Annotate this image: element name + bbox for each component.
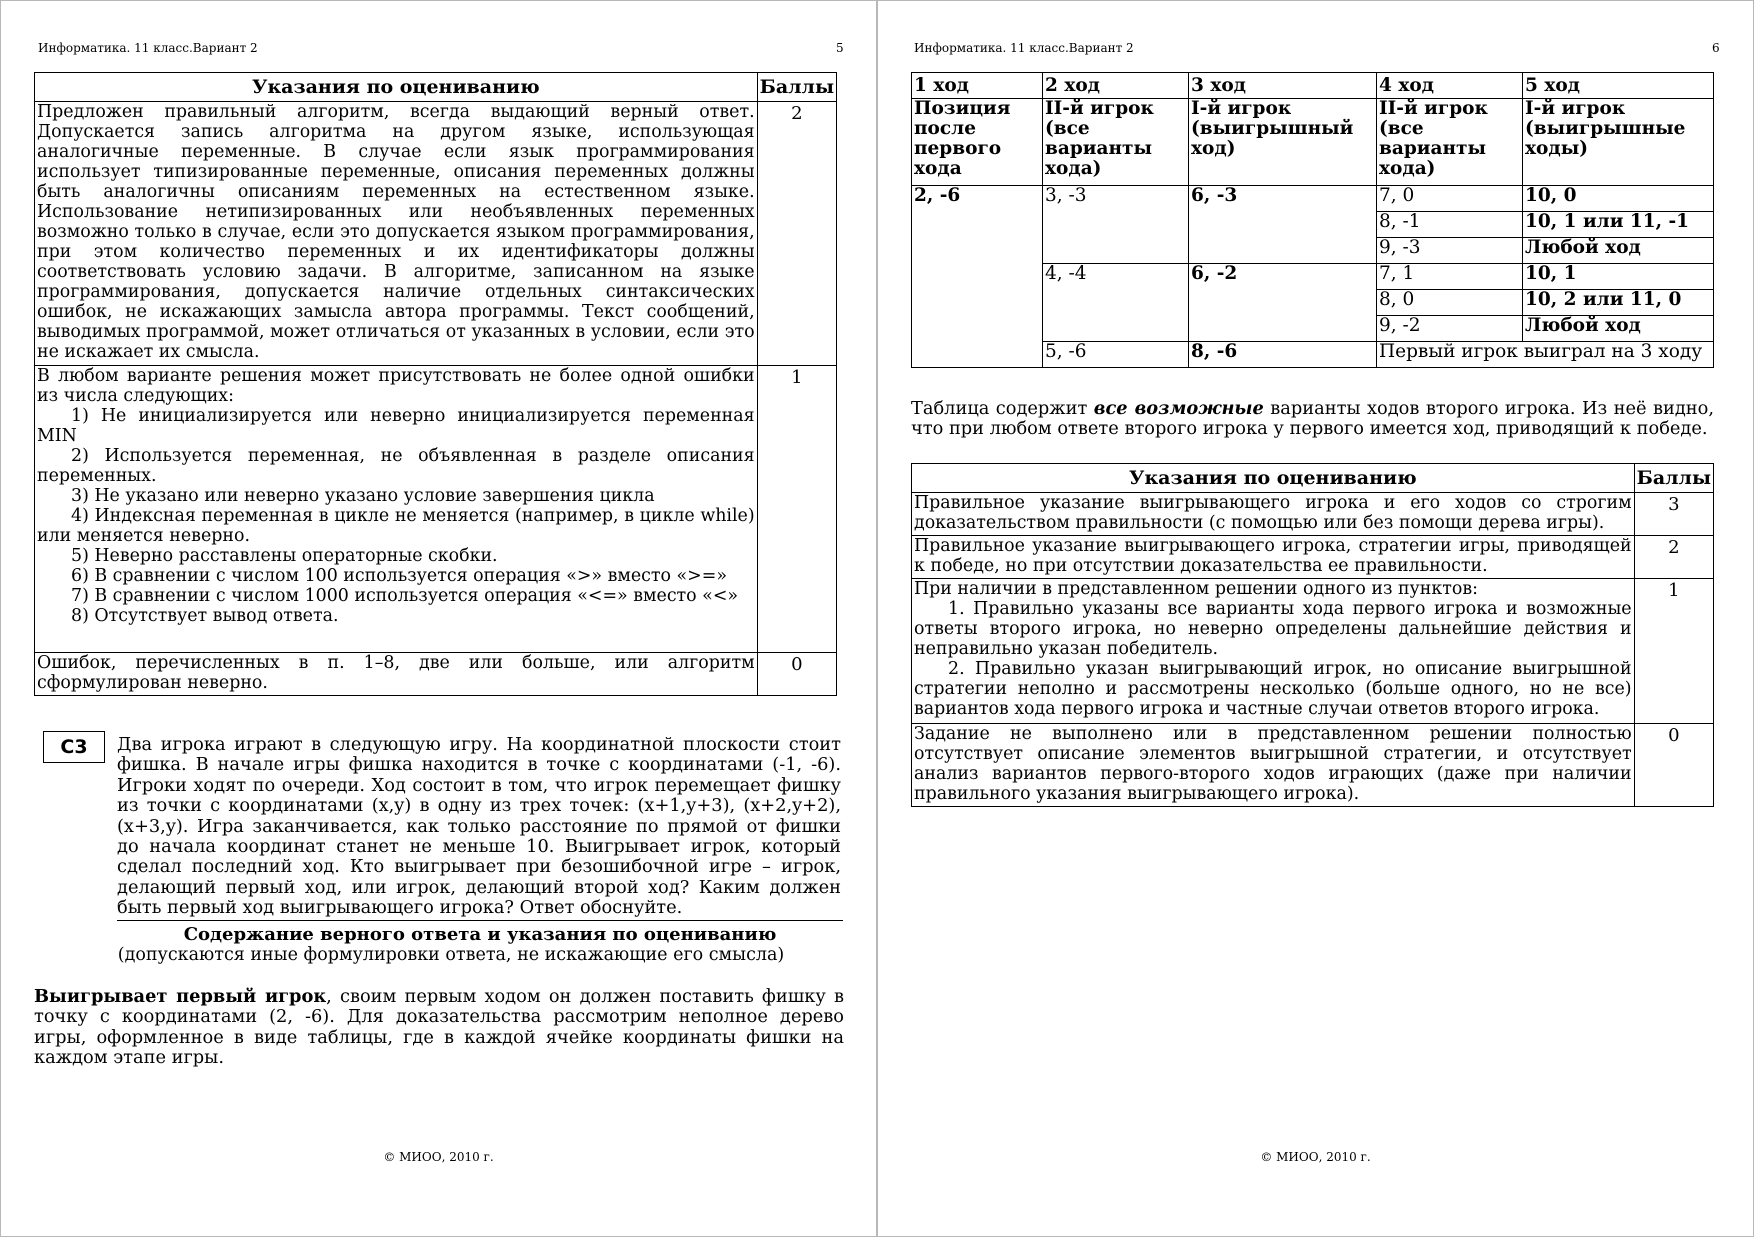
col-header: 1 ход [912,73,1043,99]
fourth-move-cell: 7, 0 [1377,186,1523,212]
second-move-cell: 4, -4 [1043,264,1189,342]
answer-title: Содержание верного ответа и указания по оцениванию [183,924,777,945]
page-number: 6 [1712,41,1720,55]
grading-table [911,463,1714,807]
table-row [35,366,837,653]
col-subheader: II-й игрок (все варианты хода) [1377,99,1523,186]
points-cell: 2 [757,102,836,366]
col-subheader: Позиция после первого хода [912,99,1043,186]
task-label: C3 [43,731,105,763]
error-item: 2) Используется переменная, не объявленная в разделе описания переменных. [37,446,755,486]
error-item: 1) Не инициализируется или неверно инициализируется переменная MIN [37,406,755,446]
fifth-move-cell: 10, 1 [1523,264,1714,290]
fourth-move-cell: 9, -2 [1377,316,1523,342]
table-header-row [35,73,837,102]
table-row [35,653,837,696]
table-row [912,536,1714,579]
error-item: 5) Неверно расставлены операторные скобки. [71,546,498,566]
table-header-row [912,73,1714,99]
table-row [912,186,1714,212]
col-subheader: I-й игрок (выигрышные ходы) [1523,99,1714,186]
page-header: Информатика. 11 класс.Вариант 2 [38,41,258,55]
result-cell: Первый игрок выиграл на 3 ходу [1377,342,1714,368]
criteria-intro: При наличии в представленном решении одного из пунктов: [914,579,1478,599]
fourth-move-cell: 8, 0 [1377,290,1523,316]
fifth-move-cell: 10, 2 или 11, 0 [1523,290,1714,316]
page-footer: © МИОО, 2010 г. [383,1150,494,1164]
points-cell: 3 [1634,493,1713,536]
task-text: Два игрока играют в следующую игру. На координатной плоскости стоит фишка. В начале игры фишка находится в точке с координатами (-1, -6). Игроки ходят по очереди. Ход состоит в том, что игрок перемещает фишку из точки с координатами (x,y) в одну из трех точек: (x+1,y+3), (x+2,y+2), (x+3,y). Игра заканчивается, как только расстояние по прямой от фишки до начала координат станет не меньше 10. Выигрывает игрок, который сделал последний ход. Кто выигрывает при безошибочной игре – игрок, делающий первый ход, или игрок, делающий второй ход? Каким должен быть первый ход выигрывающего игрока? Ответ обоснуйте. [117,734,841,919]
error-item: 6) В сравнении с числом 100 используется операция «>» вместо «>=» [71,566,727,586]
answer-paragraph [34,987,844,1069]
answer-bold: Выигрывает первый игрок [34,986,327,1007]
col-header: 4 ход [1377,73,1523,99]
points-cell: 1 [757,366,836,653]
fourth-move-cell: 7, 1 [1377,264,1523,290]
third-move-cell: 6, -2 [1189,264,1377,342]
table-row [912,493,1714,536]
second-move-cell: 5, -6 [1043,342,1189,368]
game-tree-table [911,72,1714,368]
col-header: 2 ход [1043,73,1189,99]
error-item: 4) Индексная переменная в цикле не меняется (например, в цикле while) или меняется неверно. [37,506,755,546]
table-note-post: варианты ходов второго игрока. Из неё видно, что при любом ответе второго игрока у первого имеется ход, приводящий к победе. [911,398,1714,440]
page-6 [877,0,1754,1237]
table-row [912,724,1714,807]
criteria-header: Указания по оцениванию [35,73,758,102]
grading-table [34,72,837,696]
page-number: 5 [836,41,844,55]
criteria-cell: Предложен правильный алгоритм, всегда выдающий верный ответ. Допускается запись алгоритма на другом языке, использующая аналогичные переменные. В случае если язык программирования использует типизированные переменные, описания переменных должны быть аналогичны описаниям переменных на естественном языке. Использование нетипизированных или необъявленных переменных возможно только в случае, если это допускается языком программирования, при этом количество переменных и их идентификаторы должны соответствовать условию задачи. В алгоритме, записанном на языке программирования, допускается наличие отдельных синтаксических ошибок, не искажающих замысла автора программы. Текст сообщений, выводимых программой, может отличаться от указанных в условии, если это не искажает их смысла. [35,102,758,366]
points-cell: 0 [757,653,836,696]
col-header: 3 ход [1189,73,1377,99]
page-footer: © МИОО, 2010 г. [1260,1150,1371,1164]
criteria-cell [912,579,1635,724]
points-cell: 0 [1634,724,1713,807]
table-row [35,102,837,366]
page-header: Информатика. 11 класс.Вариант 2 [914,41,1134,55]
col-subheader: I-й игрок (выигрышный ход) [1189,99,1377,186]
points-cell: 2 [1634,536,1713,579]
table-subheader-row [912,99,1714,186]
fourth-move-cell: 9, -3 [1377,238,1523,264]
table-note-pre: Таблица содержит [911,398,1094,419]
points-header: Баллы [757,73,836,102]
table-header-row [912,464,1714,493]
error-item: 7) В сравнении с числом 1000 используется операция «<=» вместо «<» [71,586,739,606]
error-item: 3) Не указано или неверно указано условие завершения цикла [71,486,655,506]
criteria-item: 1. Правильно указаны все варианты хода первого игрока и возможные ответы второго игрока, но неверно определены дальнейшие действия и неправильно указан победитель. [914,599,1632,659]
divider [117,920,843,921]
error-item: 8) Отсутствует вывод ответа. [71,606,339,626]
table-note-emph: все возможные [1093,398,1264,419]
fifth-move-cell: 10, 0 [1523,186,1714,212]
points-header: Баллы [1634,464,1713,493]
points-cell: 1 [1634,579,1713,724]
criteria-cell [35,366,758,653]
fifth-move-cell: Любой ход [1523,316,1714,342]
answer-rest: , своим первым ходом он должен поставить фишку в точку с координатами (2, -6). Для доказательства рассмотрим неполное дерево игры, оформленное в виде таблицы, где в каждой ячейке координаты фишки на каждом этапе игры. [34,986,844,1069]
table-row [912,579,1714,724]
fifth-move-cell: Любой ход [1523,238,1714,264]
third-move-cell: 6, -3 [1189,186,1377,264]
criteria-cell: Правильное указание выигрывающего игрока, стратегии игры, приводящей к победе, но при отсутствии доказательства ее правильности. [912,536,1635,579]
criteria-header: Указания по оцениванию [912,464,1635,493]
answer-subtitle: (допускаются иные формулировки ответа, не искажающие его смысла) [117,945,785,965]
col-header: 5 ход [1523,73,1714,99]
page-5 [0,0,877,1237]
criteria-cell: Ошибок, перечисленных в п. 1–8, две или больше, или алгоритм сформулирован неверно. [35,653,758,696]
third-move-cell: 8, -6 [1189,342,1377,368]
fourth-move-cell: 8, -1 [1377,212,1523,238]
first-move-cell: 2, -6 [912,186,1043,368]
second-move-cell: 3, -3 [1043,186,1189,264]
criteria-cell: Задание не выполнено или в представленном решении полностью отсутствует описание элементов выигрышной стратегии, и отсутствует анализ вариантов первого-второго ходов играющих (даже при наличии правильного указания выигрывающего игрока). [912,724,1635,807]
criteria-cell: Правильное указание выигрывающего игрока и его ходов со строгим доказательством правильности (с помощью или без помощи дерева игры). [912,493,1635,536]
table-note [911,399,1714,440]
error-list-intro: В любом варианте решения может присутствовать не более одной ошибки из числа следующих: [37,366,755,406]
col-subheader: II-й игрок (все варианты хода) [1043,99,1189,186]
criteria-item: 2. Правильно указан выигрывающий игрок, но описание выигрышной стратегии неполно и рассмотрены несколько (больше одного, но не все) вариантов хода первого игрока и частные случаи ответов второго игрока. [914,659,1632,719]
fifth-move-cell: 10, 1 или 11, -1 [1523,212,1714,238]
